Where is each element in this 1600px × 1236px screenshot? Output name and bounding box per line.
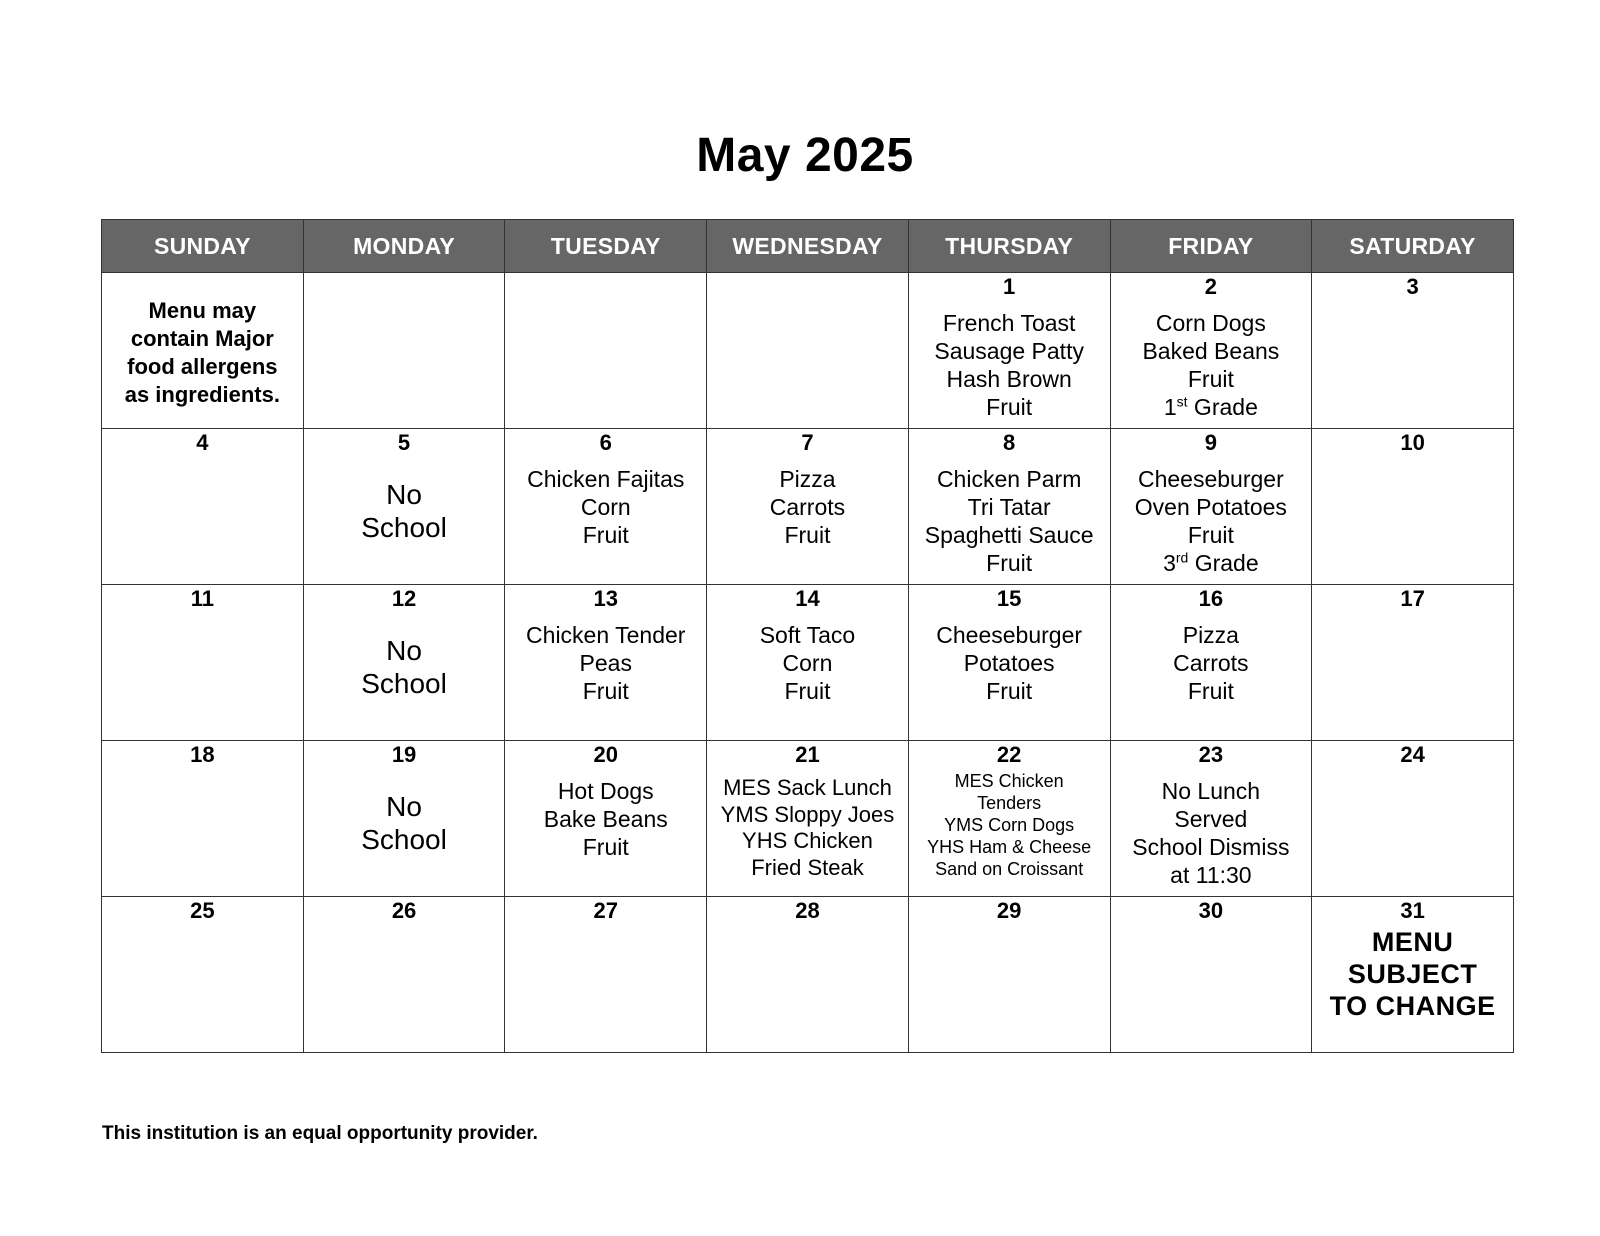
week-row-1 [102,273,1514,429]
day-number: 15 [996,586,1022,611]
day-number: 8 [1003,430,1016,455]
week-row-2 [102,429,1514,585]
day-cell-5 [303,429,505,585]
day-number: 28 [795,898,820,923]
day-cell-26 [303,897,505,1053]
no-school-text: No [386,791,422,822]
day-cell-17 [1312,585,1514,741]
day-cell-3 [1312,273,1514,429]
day-number: 13 [593,586,618,611]
menu-item: Fruit [986,550,1033,576]
day-number: 26 [391,898,417,923]
day-cell-16 [1110,585,1312,741]
allergen-note-cell [102,273,304,429]
empty-day-cell [303,273,505,429]
day-number: 17 [1400,586,1425,611]
menu-item: Pizza [779,466,836,492]
grade-number: 1 [1163,394,1177,420]
menu-item: Bake Beans [543,806,668,832]
day-cell-6 [505,429,707,585]
menu-item: MES Chicken [954,771,1064,791]
menu-item: Carrots [769,494,846,520]
allergen-note-line: Menu may [148,298,257,323]
grade-ordinal: st [1176,393,1188,410]
day-cell-18 [102,741,304,897]
day-number: 3 [1406,274,1419,299]
day-number: 30 [1198,898,1224,923]
no-school-text: No [386,479,422,510]
empty-day-cell [707,273,909,429]
day-number: 27 [593,898,618,923]
weekday-wednesday: WEDNESDAY [707,220,909,273]
empty-day-cell [505,273,707,429]
week-row-3 [102,585,1514,741]
week-row-4 [102,741,1514,897]
menu-item: MES Sack Lunch [723,775,892,800]
menu-item: Oven Potatoes [1134,494,1287,520]
menu-item: Potatoes [963,650,1055,676]
menu-item: Baked Beans [1142,338,1280,364]
calendar-grid [101,219,1514,1053]
grade-text: Grade [1187,394,1258,420]
notice-text: at 11:30 [1170,862,1252,888]
day-number: 14 [795,586,820,611]
weekday-thursday: THURSDAY [908,220,1110,273]
menu-item: Sand on Croissant [935,859,1084,879]
weekday-monday: MONDAY [303,220,505,273]
day-cell-19 [303,741,505,897]
day-cell-29 [908,897,1110,1053]
day-number: 10 [1400,430,1425,455]
day-number: 6 [599,430,612,455]
day-cell-11 [102,585,304,741]
day-number: 5 [397,430,411,455]
day-number: 31 [1400,898,1425,923]
weekday-sunday: SUNDAY [102,220,304,273]
menu-item: Fruit [1187,522,1234,548]
day-cell-8 [908,429,1110,585]
menu-item: Fruit [582,522,629,548]
menu-item: Hash Brown [946,366,1072,392]
no-school-text: No [386,635,422,666]
day-cell-10 [1312,429,1514,585]
menu-item: YHS Ham & Cheese [927,837,1092,857]
menu-item: Tri Tatar [967,494,1051,520]
day-number: 22 [996,742,1022,767]
day-cell-15 [908,585,1110,741]
weekday-tuesday: TUESDAY [505,220,707,273]
allergen-note [102,297,303,409]
menu-item: Fruit [784,522,831,548]
day-number: 2 [1204,274,1217,299]
menu-item: Carrots [1173,650,1249,676]
day-cell-28 [707,897,909,1053]
day-number: 23 [1198,742,1224,767]
day-number: 4 [196,430,209,455]
grade-label [1111,549,1312,577]
notice-text: No Lunch [1161,778,1261,804]
menu-item: YMS Sloppy Joes [720,801,895,827]
menu-item: Chicken Parm [936,466,1082,492]
menu-item: Tenders [977,793,1042,813]
week-row-5 [102,897,1514,1053]
footer-statement: This institution is an equal opportunity provider. [102,1123,538,1144]
menu-item: Cheeseburger [1137,466,1284,492]
day-number: 19 [391,742,417,767]
day-cell-30 [1110,897,1312,1053]
no-school-text: School [361,512,447,543]
allergen-note-line: food allergens [127,354,278,379]
day-cell-7 [707,429,909,585]
menu-item: Chicken Tender [526,622,686,648]
menu-item: Pizza [1182,622,1239,648]
grade-label [1111,393,1312,421]
day-number: 21 [795,742,820,767]
menu-item: Corn Dogs [1155,310,1266,336]
menu-item: Fruit [986,678,1033,704]
day-cell-31 [1312,897,1514,1053]
day-number: 16 [1198,586,1224,611]
menu-item: YMS Corn Dogs [944,815,1075,835]
menu-item: Fruit [582,678,629,704]
menu-item: Corn [782,650,833,676]
notice-text: School Dismiss [1132,834,1290,860]
menu-item: French Toast [942,310,1076,336]
grade-number: 3 [1163,550,1176,576]
menu-change-notice [1312,926,1513,1022]
day-cell-9 [1110,429,1312,585]
menu-item: Fruit [582,834,629,860]
day-cell-20 [505,741,707,897]
grade-text: Grade [1188,550,1259,576]
day-cell-2 [1110,273,1312,429]
notice-text: MENU [1371,927,1454,957]
no-school-text: School [361,668,447,699]
day-number: 11 [190,586,214,611]
grade-ordinal: rd [1175,549,1189,566]
day-cell-25 [102,897,304,1053]
day-cell-14 [707,585,909,741]
day-number: 29 [996,898,1022,923]
menu-item: Soft Taco [759,622,856,648]
weekday-saturday: SATURDAY [1312,220,1514,273]
day-number: 12 [391,586,417,611]
allergen-note-line: contain Major [130,326,274,351]
day-number: 1 [1003,274,1016,299]
notice-text: TO CHANGE [1329,991,1496,1021]
menu-item: Fried Steak [751,854,864,880]
notice-text: Served [1174,806,1248,832]
weekday-friday: FRIDAY [1110,220,1312,273]
menu-item: Fruit [784,678,831,704]
day-number: 24 [1400,742,1425,767]
menu-item: Peas [579,650,632,676]
day-number: 25 [190,898,215,923]
menu-item: Chicken Fajitas [527,466,685,492]
weekday-header-row [102,220,1514,273]
menu-item: Hot Dogs [557,778,654,804]
day-number: 18 [190,742,215,767]
day-cell-12 [303,585,505,741]
menu-item: Fruit [1187,366,1234,392]
day-number: 20 [593,742,618,767]
menu-item: Corn [580,494,631,520]
menu-item: YHS Chicken [742,828,873,853]
day-cell-21 [707,741,909,897]
day-cell-23 [1110,741,1312,897]
notice-text: SUBJECT [1347,959,1478,989]
menu-item: Sausage Patty [934,338,1084,364]
day-cell-4 [102,429,304,585]
menu-item: Fruit [986,394,1033,420]
day-cell-22 [908,741,1110,897]
no-school-text: School [361,824,447,855]
day-number: 9 [1204,430,1217,455]
page-title: May 2025 [696,129,914,182]
day-cell-24 [1312,741,1514,897]
allergen-note-line: as ingredients. [124,382,280,407]
day-cell-27 [505,897,707,1053]
menu-item: Cheeseburger [936,622,1083,648]
menu-item: Spaghetti Sauce [924,522,1094,548]
menu-item: Fruit [1187,678,1234,704]
day-number: 7 [801,430,814,455]
day-cell-13 [505,585,707,741]
day-cell-1 [908,273,1110,429]
